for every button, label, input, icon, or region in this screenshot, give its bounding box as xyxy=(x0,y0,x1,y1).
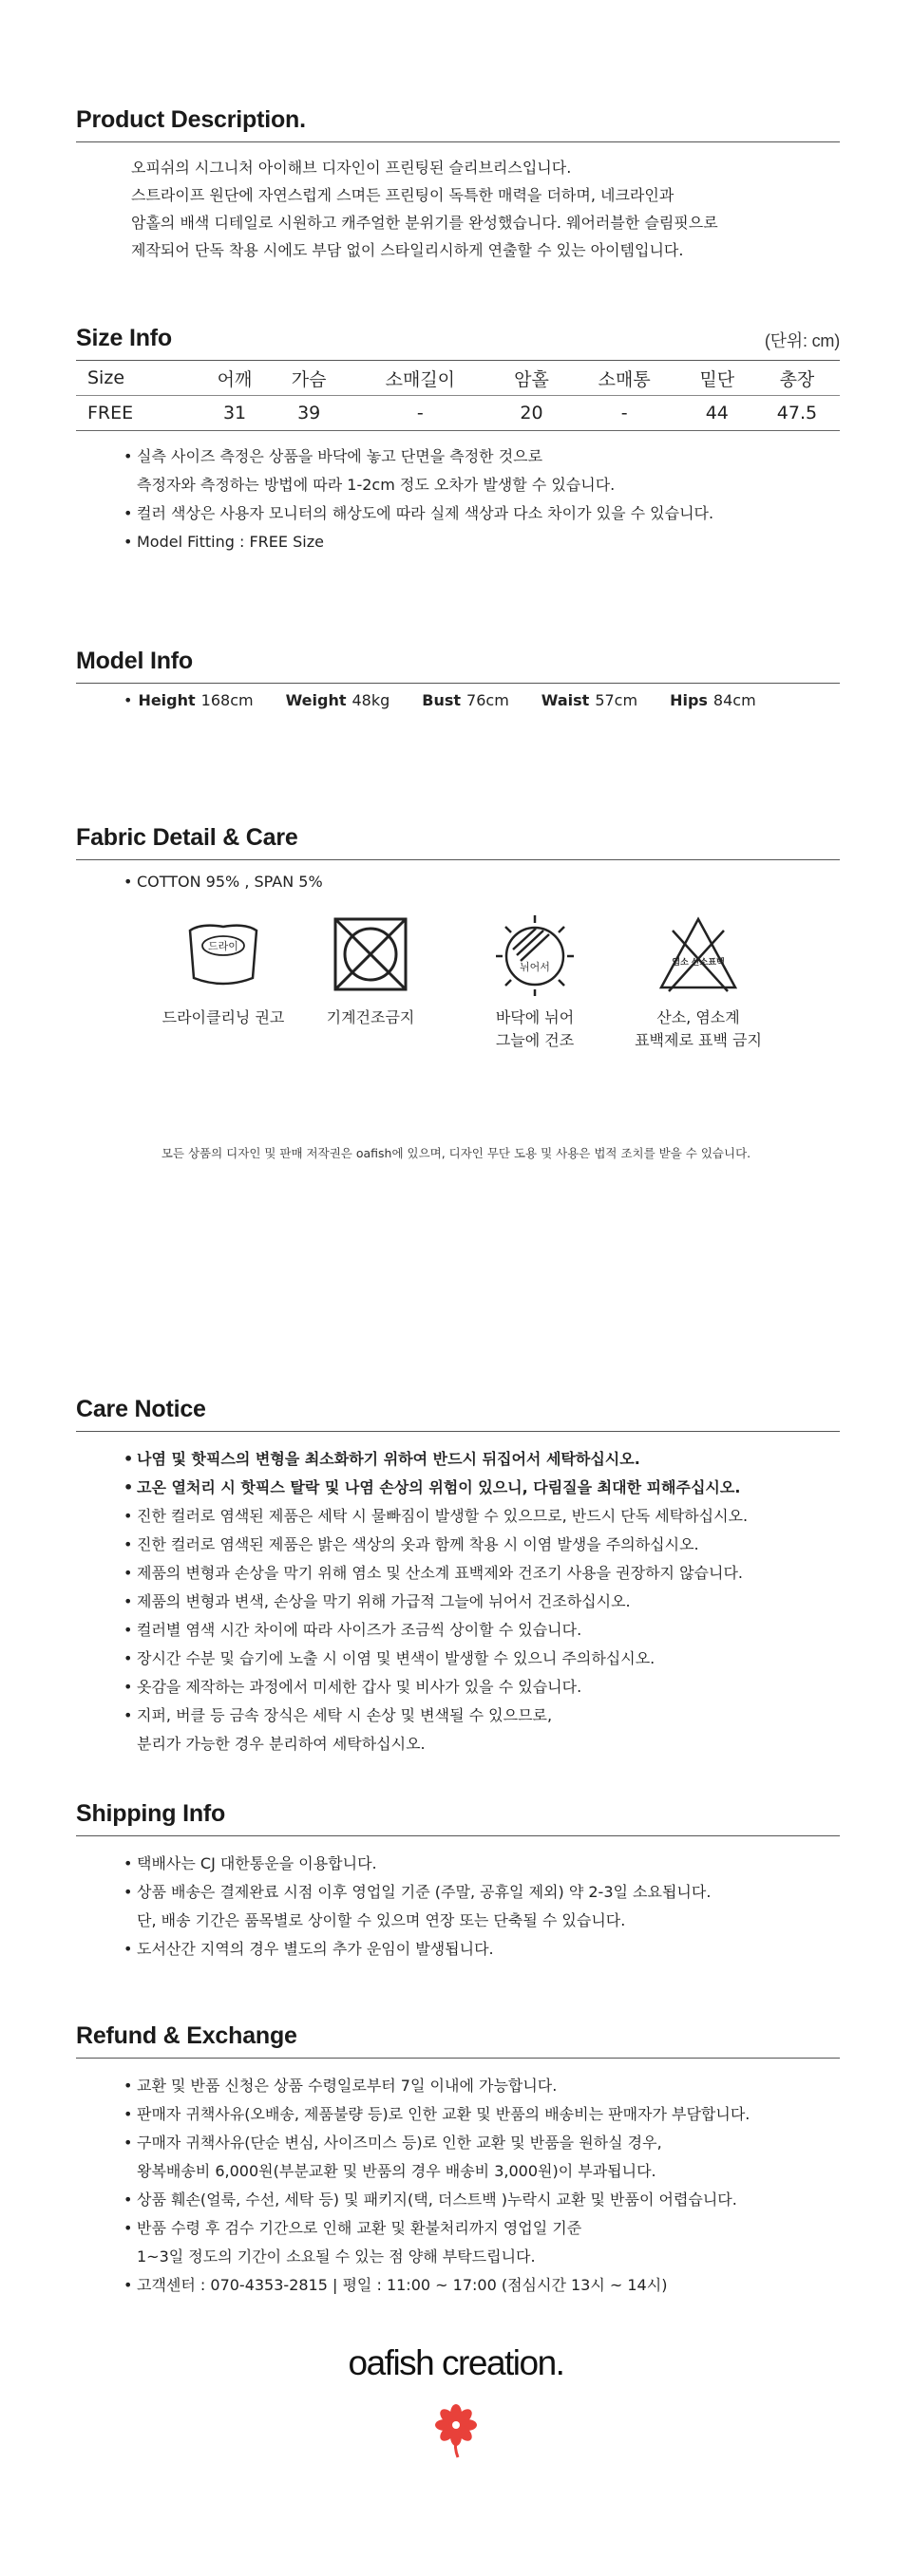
shipping-line: • 도서산간 지역의 경우 별도의 추가 운임이 발생됩니다. xyxy=(137,1940,494,1958)
brand-logo: oafish creation. xyxy=(348,2343,564,2382)
refund-line: • 구매자 귀책사유(단순 변심, 사이즈미스 등)로 인한 교환 및 반품을 원하실 경우, xyxy=(137,2134,662,2152)
list-item xyxy=(124,1878,840,1935)
no-bleach-icon xyxy=(656,912,741,997)
refund-list xyxy=(76,2072,840,2300)
flower-logo-icon xyxy=(435,2404,477,2459)
size-cell: 20 xyxy=(494,396,568,431)
notice-line: 분리가 가능한 경우 분리하여 세탁하십시오. xyxy=(137,1735,426,1753)
notice-line: • 장시간 수분 및 습기에 노출 시 이염 및 변색이 발생할 수 있으니 주의하십시오. xyxy=(137,1649,656,1667)
model-hips xyxy=(670,691,756,709)
model-waist xyxy=(542,691,637,709)
care-caption: 그늘에 건조 xyxy=(495,1031,575,1049)
label: Weight xyxy=(285,691,347,709)
size-header-cell: 가슴 xyxy=(272,361,346,396)
value: 168cm xyxy=(200,691,254,709)
list-item xyxy=(124,1850,840,1878)
notice-line: • 컬러별 염색 시간 차이에 따라 사이즈가 조금씩 상이할 수 있습니다. xyxy=(137,1621,582,1639)
notice-line: • 나염 및 핫픽스의 변형을 최소화하기 위하여 반드시 뒤집어서 세탁하십시오. xyxy=(137,1450,640,1468)
description-line: 암홀의 배색 디테일로 시원하고 캐주얼한 분위기를 완성했습니다. 웨어러블한 슬림핏으로 xyxy=(131,214,718,232)
list-item xyxy=(124,2100,840,2129)
description-text xyxy=(131,154,840,264)
refund-section xyxy=(76,2022,840,2300)
dry-clean-icon-block xyxy=(152,912,294,1029)
product-description-title: Product Description. xyxy=(76,106,840,142)
notice-line: • 옷감을 제작하는 과정에서 미세한 갑사 및 비사가 있을 수 있습니다. xyxy=(137,1678,582,1696)
care-notice-section xyxy=(76,1396,840,1758)
list-item xyxy=(124,1645,840,1673)
size-header-cell: 어깨 xyxy=(198,361,272,396)
size-cell: 39 xyxy=(272,396,346,431)
list-item xyxy=(124,1502,840,1531)
label: Height xyxy=(138,691,196,709)
model-info-section xyxy=(76,648,840,709)
fabric-section xyxy=(76,824,840,896)
refund-line: 1~3일 정도의 기간이 소요될 수 있는 점 양해 부탁드립니다. xyxy=(137,2247,536,2266)
size-table xyxy=(76,361,840,431)
list-item xyxy=(124,868,840,896)
care-caption: 기계건조금지 xyxy=(326,1008,415,1026)
list-item xyxy=(124,1559,840,1588)
no-tumble-dry-icon xyxy=(328,912,413,997)
notice-line: • 고온 열처리 시 핫픽스 탈락 및 나염 손상의 위험이 있으니, 다림질을 최대한 피해주십시오. xyxy=(137,1478,741,1496)
size-cell: 44 xyxy=(680,396,754,431)
value: 57cm xyxy=(595,691,638,709)
notice-line: • 제품의 변형과 변색, 손상을 막기 위해 가급적 그늘에 뉘어서 건조하십시오. xyxy=(137,1592,631,1610)
refund-line: • 교환 및 반품 신청은 상품 수령일로부터 7일 이내에 가능합니다. xyxy=(137,2077,558,2095)
copyright-notice: 모든 상품의 디자인 및 판매 저작권은 oafish에 있으며, 디자인 무단 도용 및 사용은 법적 조치를 받을 수 있습니다. xyxy=(161,1146,751,1160)
care-caption: 드라이클리닝 권고 xyxy=(162,1008,285,1026)
list-item xyxy=(124,1474,840,1502)
value: 84cm xyxy=(712,691,756,709)
list-item xyxy=(124,442,840,499)
refund-line: • 상품 훼손(얼룩, 수선, 세탁 등) 및 패키지(택, 더스트백 )누락시 교환 및 반품이 어렵습니다. xyxy=(137,2191,737,2209)
list-item xyxy=(124,1673,840,1702)
label: Waist xyxy=(541,691,590,709)
care-notice-title: Care Notice xyxy=(76,1396,840,1432)
shipping-title: Shipping Info xyxy=(76,1800,840,1836)
list-item xyxy=(124,499,840,528)
flat-dry-shade-icon xyxy=(492,912,578,997)
list-item xyxy=(124,1702,840,1758)
svg-text:드라이: 드라이 xyxy=(208,940,238,952)
size-info-section xyxy=(76,325,840,556)
size-cell: FREE xyxy=(76,396,198,431)
size-info-title-text: Size Info xyxy=(76,325,172,351)
care-icons-row xyxy=(152,912,817,1082)
shipping-line: • 상품 배송은 결제완료 시점 이후 영업일 기준 (주말, 공휴일 제외) 약 2-3일 소요됩니다. xyxy=(137,1883,712,1901)
notice-line: • 진한 컬러로 염색된 제품은 세탁 시 물빠짐이 발생할 수 있으므로, 반드시 단독 세탁하십시오. xyxy=(137,1507,749,1525)
refund-line: • 판매자 귀책사유(오배송, 제품불량 등)로 인한 교환 및 반품의 배송비는 판매자가 부담합니다. xyxy=(137,2105,750,2123)
care-notice-list xyxy=(76,1445,840,1758)
svg-text:뉘어서: 뉘어서 xyxy=(520,961,550,973)
size-header-cell: 총장 xyxy=(754,361,840,396)
no-tumble-dry-icon-block xyxy=(299,912,442,1029)
size-header-cell: Size xyxy=(76,361,198,396)
size-notes-list xyxy=(76,442,840,556)
size-cell: 47.5 xyxy=(754,396,840,431)
customer-center-line: • 고객센터 : 070-4353-2815 | 평일 : 11:00 ~ 17:00 (점심시간 13시 ~ 14시) xyxy=(137,2276,668,2294)
list-item xyxy=(124,1588,840,1616)
model-height xyxy=(138,691,253,709)
size-header-cell: 소매통 xyxy=(569,361,680,396)
note-line: 측정자와 측정하는 방법에 따라 1-2cm 정도 오차가 발생할 수 있습니다. xyxy=(137,476,616,494)
model-bust xyxy=(422,691,509,709)
list-item xyxy=(124,2186,840,2214)
fabric-list xyxy=(76,868,840,896)
notice-line: • 지퍼, 버클 등 금속 장식은 세탁 시 손상 및 변색될 수 있으므로, xyxy=(137,1706,553,1724)
list-item xyxy=(124,2214,840,2271)
notice-line: • 진한 컬러로 염색된 제품은 밝은 색상의 옷과 함께 착용 시 이염 발생을 주의하십시오. xyxy=(137,1535,699,1553)
list-item xyxy=(124,528,840,556)
shipping-line: 단, 배송 기간은 품목별로 상이할 수 있으며 연장 또는 단축될 수 있습니다. xyxy=(137,1911,626,1929)
model-measurements xyxy=(124,691,840,709)
bullet: • xyxy=(124,691,133,709)
size-cell: 31 xyxy=(198,396,272,431)
no-bleach-icon-block xyxy=(627,912,770,1052)
product-description-section xyxy=(76,106,840,264)
dry-clean-icon xyxy=(180,912,266,997)
shipping-section xyxy=(76,1800,840,1964)
shipping-line: • 택배사는 CJ 대한통운을 이용합니다. xyxy=(137,1854,377,1872)
size-table-row xyxy=(76,396,840,431)
shipping-list xyxy=(76,1850,840,1964)
list-item xyxy=(124,1616,840,1645)
size-header-cell: 밑단 xyxy=(680,361,754,396)
care-caption: 바닥에 뉘어 xyxy=(495,1008,575,1026)
notice-line: • 제품의 변형과 손상을 막기 위해 염소 및 산소계 표백제와 건조기 사용을 권장하지 않습니다. xyxy=(137,1564,743,1582)
size-cell: - xyxy=(346,396,494,431)
list-item xyxy=(124,2129,840,2186)
size-header-cell: 암홀 xyxy=(494,361,568,396)
size-cell: - xyxy=(569,396,680,431)
care-caption: 산소, 염소계 xyxy=(656,1008,740,1026)
refund-line: 왕복배송비 6,000원(부분교환 및 반품의 경우 배송비 3,000원)이 부과됩니다. xyxy=(137,2162,656,2180)
list-item xyxy=(124,2072,840,2100)
list-item xyxy=(124,2271,840,2300)
label: Hips xyxy=(670,691,708,709)
fabric-title: Fabric Detail & Care xyxy=(76,824,840,860)
care-caption: 표백제로 표백 금지 xyxy=(635,1031,762,1049)
value: 76cm xyxy=(466,691,509,709)
description-line: 오피쉬의 시그니처 아이해브 디자인이 프린팅된 슬리브리스입니다. xyxy=(131,159,572,177)
list-item xyxy=(124,1445,840,1474)
fabric-composition: COTTON 95% , SPAN 5% xyxy=(137,873,323,891)
list-item xyxy=(124,1531,840,1559)
size-header-cell: 소매길이 xyxy=(346,361,494,396)
value: 48kg xyxy=(352,691,390,709)
flat-dry-shade-icon-block xyxy=(464,912,606,1052)
refund-line: • 반품 수령 후 검수 기간으로 인해 교환 및 환불처리까지 영업일 기준 xyxy=(137,2219,582,2237)
list-item xyxy=(124,1935,840,1964)
description-line: 스트라이프 원단에 자연스럽게 스며든 프린팅이 독특한 매력을 더하며, 네크라인과 xyxy=(131,186,674,204)
label: Bust xyxy=(422,691,462,709)
size-info-title xyxy=(76,325,840,361)
refund-title: Refund & Exchange xyxy=(76,2022,840,2059)
description-line: 제작되어 단독 착용 시에도 부담 없이 스타일리시하게 연출할 수 있는 아이템입니다. xyxy=(131,241,684,259)
model-info-title: Model Info xyxy=(76,648,840,684)
model-weight xyxy=(286,691,390,709)
note-line: • Model Fitting : FREE Size xyxy=(137,533,324,551)
size-table-header xyxy=(76,361,840,396)
svg-text:염소 산소표백: 염소 산소표백 xyxy=(672,958,725,968)
note-line: • 실측 사이즈 측정은 상품을 바닥에 놓고 단면을 측정한 것으로 xyxy=(137,447,543,465)
note-line: • 컬러 색상은 사용자 모니터의 해상도에 따라 실제 색상과 다소 차이가 있을 수 있습니다. xyxy=(137,504,714,522)
size-unit-label: (단위: cm) xyxy=(764,331,840,350)
